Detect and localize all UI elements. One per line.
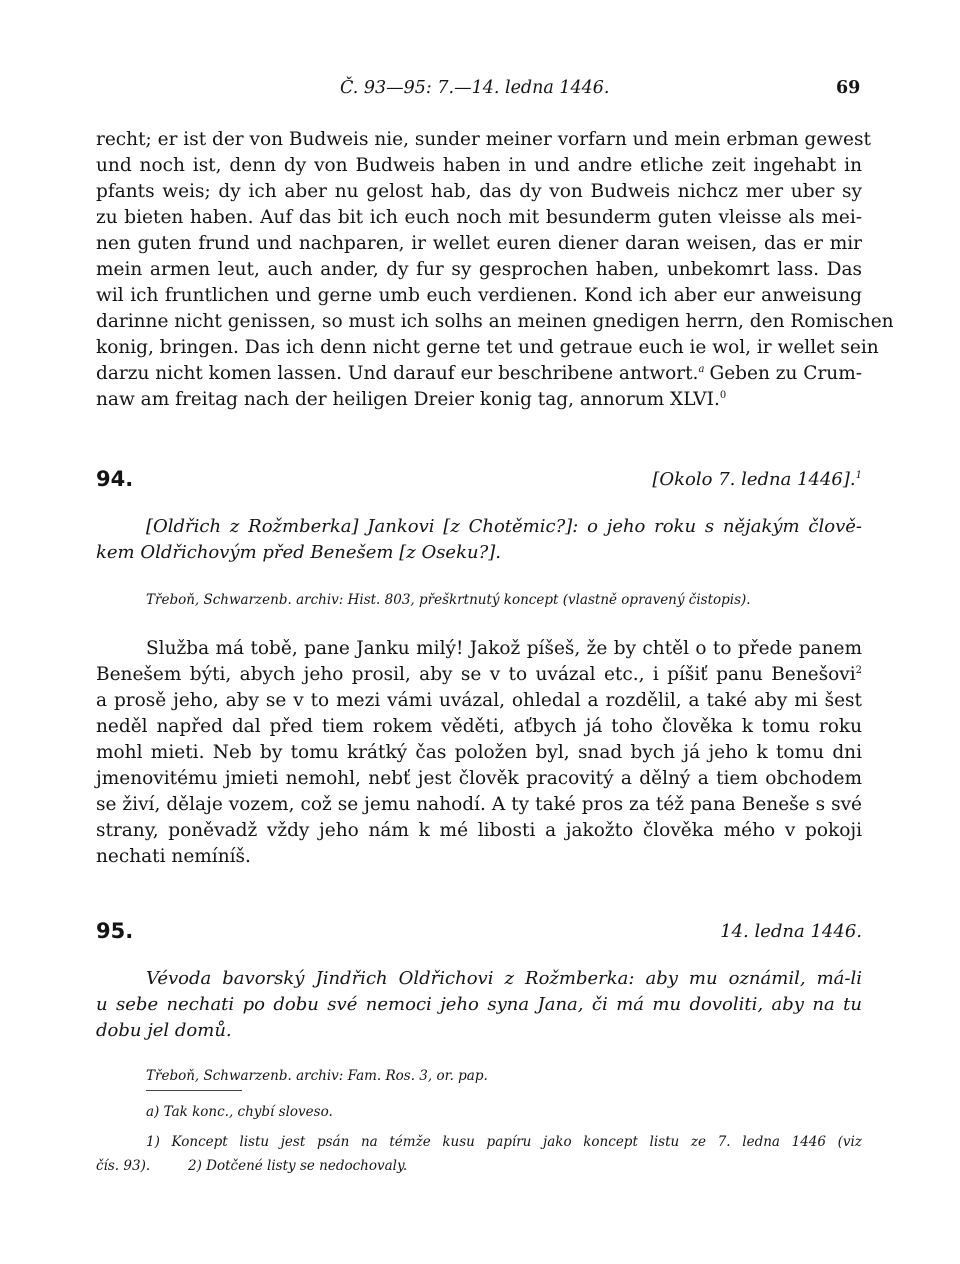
text-line: jmenovitému jmieti nemohl, nebť jest člověk pracovitý a dělný a tiem obchodem [96, 768, 862, 789]
document-number: 94. [96, 467, 134, 491]
text-line [96, 387, 862, 413]
text-line: Služba má tobě, pane Janku milý! Jakož píšeš, že by chtěl o to přede panem [146, 638, 862, 659]
text-line: strany, poněvadž vždy jeho nám k mé libosti a jakožto člověka mého v pokoji [96, 820, 862, 841]
text-line: nen guten frund und nachparen, ir wellet euren diener daran weisen, das er mir [96, 233, 862, 254]
regest-line: [Oldřich z Rožmberka] Jankovi [z Chotěmic?]: o jeho roku s nějakým člově- [146, 516, 862, 537]
regest-line: dobu jel domů. [96, 1020, 232, 1041]
text-line: a prosě jeho, aby se v to mezi vámi uvázal, ohledal a rozdělil, a také aby mi šest [96, 690, 862, 711]
text-line-part: naw am freitag nach der heiligen Dreier konig tag, annorum XLVI. [96, 389, 720, 410]
regest-line: Vévoda bavorský Jindřich Oldřichovi z Rožmberka: aby mu oznámil, má-li [146, 968, 862, 989]
footnote-2: 2) Dotčené listy se nedochovaly. [188, 1158, 408, 1174]
text-line: wil ich fruntlichen und gerne umb euch verdienen. Kond ich aber eur anweisung [96, 285, 862, 306]
text-line: pfants weis; dy ich aber nu gelost hab, das dy von Budweis nichcz mer uber sy [96, 181, 862, 202]
running-head: Č. 93—95: 7.—14. ledna 1446. [340, 78, 610, 98]
text-line: neděl napřed dal před tiem rokem věděti, aťbych já toho člověka k tomu roku [96, 716, 862, 737]
document-number: 95. [96, 919, 134, 943]
archival-source: Třeboň, Schwarzenb. archiv: Hist. 803, přeškrtnutý koncept (vlastně opravený čistopis). [146, 592, 751, 608]
text-line-part: darzu nicht komen lassen. Und darauf eur beschribene antwort. [96, 363, 699, 384]
text-line: mohl mieti. Neb by tomu krátký čas položen byl, snad bych já jeho k tomu dni [96, 742, 862, 763]
document-date-text: [Okolo 7. ledna 1446]. [652, 469, 856, 490]
text-line: und noch ist, denn dy von Budweis haben in und andre etliche zeit ingehabt in [96, 155, 862, 176]
text-line: recht; er ist der von Budweis nie, sunder meiner vorfarn und mein erbman gewest [96, 129, 871, 150]
text-line: se živí, dělaje vozem, což se jemu nahodí. A ty také pros za též pana Beneše s své [96, 794, 862, 815]
footnote-divider [146, 1090, 242, 1091]
footnote-marker-0: 0 [719, 389, 727, 401]
archival-source: Třeboň, Schwarzenb. archiv: Fam. Ros. 3, or. pap. [146, 1068, 488, 1084]
footnote-marker-2: 2 [855, 664, 862, 676]
text-line: zu bieten haben. Auf das bit ich euch noch mit besunderm guten vleisse als mei- [96, 207, 862, 228]
regest-line: kem Oldřichovým před Benešem [z Oseku?]. [96, 542, 501, 563]
text-line-part: Geben zu Crum- [709, 363, 862, 384]
text-line: mein armen leut, auch ander, dy fur sy gesprochen haben, unbekomrt lass. Das [96, 259, 862, 280]
document-date [652, 469, 862, 490]
footnote-marker-a: a [698, 363, 705, 375]
footnote-1: 1) Koncept listu jest psán na témže kusu papíru jako koncept listu ze 7. ledna 1446 (viz [146, 1134, 862, 1150]
text-line: darinne nicht genissen, so must ich solhs an meinen gnedigen herrn, den Romischen [96, 311, 894, 332]
footnote-a: a) Tak konc., chybí sloveso. [146, 1104, 333, 1120]
text-line [96, 662, 862, 688]
footnote-marker-1: 1 [855, 470, 862, 481]
page-number: 69 [836, 78, 861, 98]
regest-line: u sebe nechati po dobu své nemoci jeho syna Jana, či má mu dovoliti, aby na tu [96, 994, 862, 1015]
footnote-1-continued: čís. 93). [96, 1158, 151, 1174]
text-line: konig, bringen. Das ich denn nicht gerne tet und getraue euch ie wol, ir wellet sein [96, 337, 879, 358]
document-date: 14. ledna 1446. [720, 921, 862, 942]
text-line: nechati nemíníš. [96, 846, 251, 867]
text-line-part: Benešem býti, abych jeho prosil, aby se v to uvázal etc., i píšiť panu Benešovi [96, 664, 856, 685]
